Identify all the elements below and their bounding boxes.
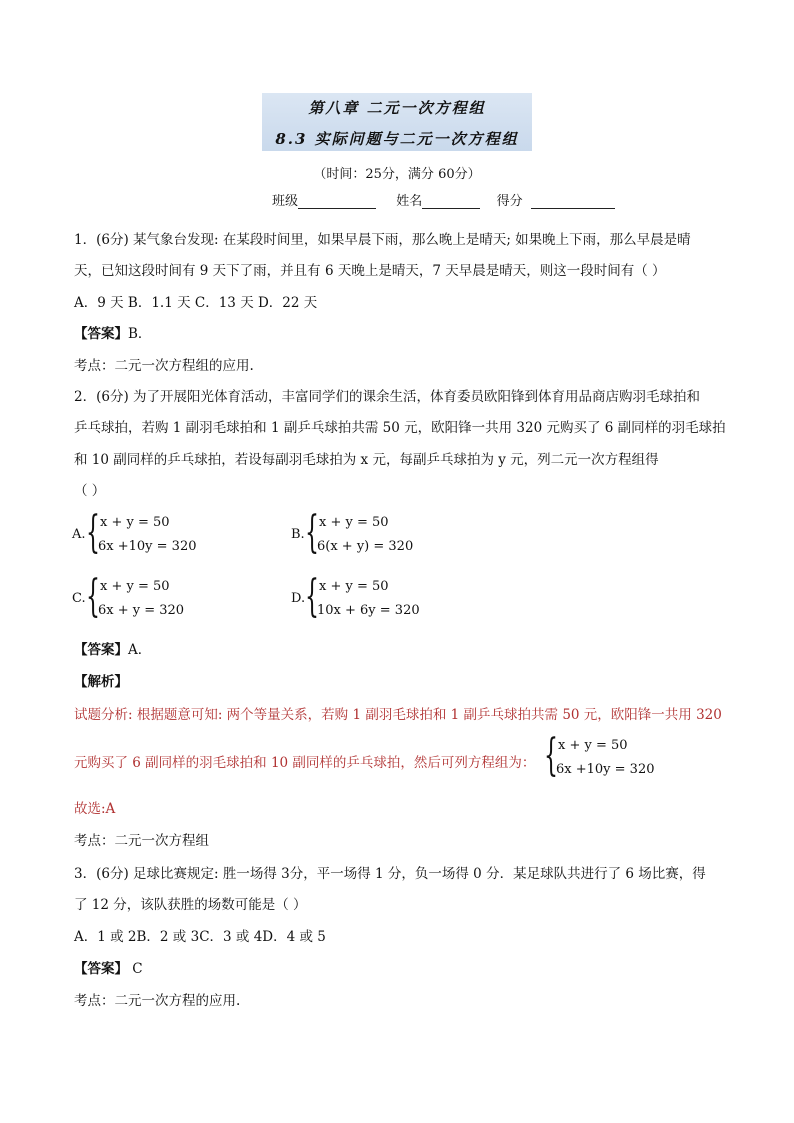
q2-analysis-label: 【解析】 [74, 674, 128, 690]
brace-icon: { [544, 730, 558, 781]
q1-options: A．9 天 B．1.1 天 C．13 天 D．22 天 [74, 295, 318, 311]
student-info-fields [272, 190, 615, 209]
q1-answer [74, 322, 151, 342]
equation-1: x + y = 50 [100, 515, 170, 530]
brace-icon: { [86, 507, 100, 558]
q3-line2: 了 12 分，该队获胜的场数可能是（ ） [74, 897, 307, 913]
q2-analysis-line1: 试题分析: 根据题意可知: 两个等量关系，若购 1 副羽毛球拍和 1 副乒乓球拍共需 50 元，欧阳锋一共用 320 [74, 707, 722, 723]
equation-1: x + y = 50 [319, 579, 389, 594]
equation-2: 6(x + y) = 320 [317, 539, 414, 554]
class-label: 班级 [272, 194, 299, 209]
name-blank[interactable] [422, 194, 480, 209]
equation-2: 6x + y = 320 [98, 603, 185, 618]
option-label: A. [72, 527, 86, 542]
chapter-title: 第八章 二元一次方程组 [308, 99, 486, 117]
equation-2: 6x +10y = 320 [556, 762, 655, 777]
answer-label: 【答案】 [74, 961, 128, 977]
equation-2: 6x +10y = 320 [98, 539, 197, 554]
q3-options: A．1 或 2B．2 或 3C．3 或 4D．4 或 5 [74, 929, 326, 945]
answer-value: A． [128, 642, 152, 658]
q3-line1: 3．(6分) 足球比赛规定: 胜一场得 3分，平一场得 1 分，负一场得 0 分．某足球队共进行了 6 场比赛，得 [74, 866, 706, 882]
q1-line1: 1．(6分) 某气象台发现: 在某段时间里，如果早晨下雨，那么晚上是晴天; 如果晚上下雨，那么早晨是晴 [74, 232, 691, 248]
q3-knowledge-point: 考点：二元一次方程的应用. [74, 993, 241, 1009]
answer-label: 【答案】 [74, 642, 128, 658]
option-label: B. [291, 527, 305, 542]
q2-line1: 2．(6分) 为了开展阳光体育活动，丰富同学们的课余生活，体育委员欧阳锋到体育用品商店购羽毛球拍和 [74, 389, 701, 405]
q3-answer [74, 957, 143, 977]
equation-1: x + y = 50 [319, 515, 389, 530]
score-blank[interactable] [531, 194, 615, 209]
brace-icon: { [305, 571, 319, 622]
equation-1: x + y = 50 [100, 579, 170, 594]
time-note: （时间：25分，满分 60分） [313, 167, 481, 182]
q1-knowledge-point: 考点：二元一次方程组的应用. [74, 358, 254, 374]
answer-value: C [128, 961, 143, 977]
q2-choose: 故选:A [74, 801, 116, 817]
option-label: D. [291, 591, 306, 606]
equation-2: 10x + 6y = 320 [317, 603, 420, 618]
q2-analysis-line2: 元购买了 6 副同样的羽毛球拍和 10 副同样的乒乓球拍，然后可列方程组为： [74, 755, 536, 771]
name-label: 姓名 [396, 194, 423, 209]
q2-knowledge-point: 考点：二元一次方程组 [74, 833, 209, 849]
q2-line3: 和 10 副同样的乒乓球拍，若设每副羽毛球拍为 x 元，每副乒乓球拍为 y 元，列二元一次方程组得 [74, 452, 659, 468]
option-label: C. [72, 591, 86, 606]
answer-label: 【答案】 [74, 326, 128, 342]
section-title: 8.3 实际问题与二元一次方程组 [275, 130, 519, 148]
q2-line4: （ ） [74, 483, 106, 499]
brace-icon: { [86, 571, 100, 622]
q2-line2: 乒乓球拍，若购 1 副羽毛球拍和 1 副乒乓球拍共需 50 元，欧阳锋一共用 320 元购买了 6 副同样的羽毛球拍 [74, 420, 726, 436]
brace-icon: { [305, 507, 319, 558]
equation-1: x + y = 50 [558, 738, 628, 753]
q2-answer [74, 638, 151, 658]
class-blank[interactable] [298, 194, 376, 209]
score-label: 得分 [496, 194, 523, 209]
q1-line2: 天，已知这段时间有 9 天下了雨，并且有 6 天晚上是晴天，7 天早晨是晴天，则这一段时间有（ ） [74, 263, 666, 279]
answer-value: B． [128, 326, 152, 342]
